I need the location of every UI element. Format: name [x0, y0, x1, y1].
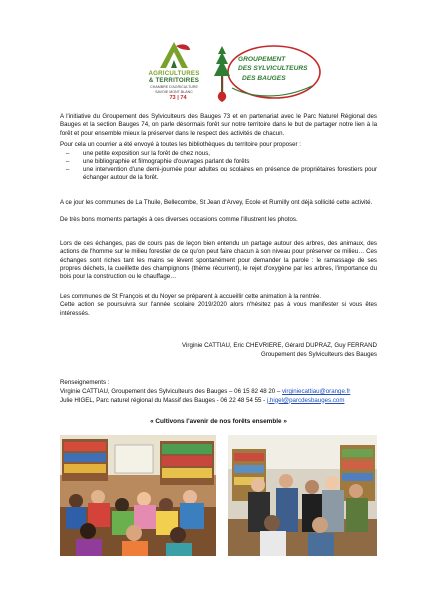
communes-paragraph: A ce jour les communes de La Thuile, Bellecombe, St Jean d'Arvey, Ecole et Rumilly ont déjà sollicité cette activité.: [60, 199, 373, 206]
renseignements-title: Renseignements :: [60, 379, 110, 386]
library-children-photo: [60, 435, 216, 556]
agri-logo-line4: SAVOIE MONT-BLANC: [155, 89, 193, 94]
echanges-paragraph: Lors de ces échanges, pas de cours pas de leçon bien entendu un partage autour des arbres, des animaux, des actions de l'homme sur le milieu forestier de ce qu'on peut faire chacun à son niveau pour préserver ce milieu… Ces échanges sont riches tant les mains se lèvent spontanément pour demander la parole : le ramassage de ses propres déchets, la cueillette des champignons (thème récurrent), le rejet d'oxygène par les arbres, l'importance du bois pour la construction ou le chauffage…: [60, 240, 377, 280]
proposal-text: une bibliographie et filmographie d'ouvrages parlant de forêts: [83, 157, 250, 165]
beaux-moments-paragraph: De très bons moments partagés à ces diverses occasions comme l'illustrent les photos.: [60, 215, 298, 223]
agri-logo-line3: CHAMBRE D'AGRICULTURE: [150, 85, 198, 89]
contact-virginie: [60, 388, 390, 396]
contact-julie: [60, 397, 390, 405]
agri-leaf-icon: [156, 40, 192, 70]
agri-logo-line1: AGRICULTURES: [148, 70, 200, 77]
slogan: « Cultivons l'avenir de nos forêts ensemble »: [150, 418, 287, 425]
signature-org: Groupement des Sylviculteurs des Bauges: [260, 350, 377, 358]
agricultures-territoires-logo: [140, 40, 208, 106]
adults-discussion-photo: [228, 435, 377, 556]
rentree-paragraph: [60, 293, 377, 318]
list-item: – une bibliographie et filmographie d'ouvrages parlant de forêts: [66, 157, 250, 165]
list-item: – une intervention d'une demi-journée pour adultes ou scolaires en présence de propriétaires forestiers pour échanger autour de la forêt.: [66, 166, 377, 182]
sylvi-logo-line3: DES BAUGES: [242, 75, 286, 82]
email-link-julie[interactable]: j.higel@parcdesbauges.com: [266, 396, 345, 404]
poursuite-line: Cette action se poursuivra sur l'année scolaire 2019/2020 alors n'hésitez pas à vous manifester si vous êtes intéressés.: [60, 301, 377, 317]
email-link-virginie[interactable]: virginiecattiau@orange.fr: [281, 388, 351, 395]
st-francois-line: Les communes de St François et du Noyer se préparent à accueillir cette animation à la rentrée.: [60, 293, 322, 300]
sylvi-logo-line1: GROUPEMENT: [238, 56, 286, 63]
proposal-text: une intervention d'une demi-journée pour adultes ou scolaires en présence de propriétaires forestiers pour échanger autour de la forêt.: [83, 166, 377, 182]
proposal-text: une petite exposition sur la forêt de chez nous,: [83, 149, 210, 157]
courrier-paragraph: Pour cela un courrier a été envoyé à toutes les bibliothèques du territoire pour proposer :: [60, 141, 301, 148]
proposals-list: [66, 150, 377, 183]
sylviculteurs-ellipse-icon: [212, 38, 324, 106]
intro-paragraph: A l'initiative du Groupement des Sylviculteurs des Bauges 73 et en partenariat avec le Parc Naturel Régional des Bauges et la section Bauges 74, on parle désormais forêt sur notre territoire dans le but de partager notre lien à la forêt et pour ensemble mieux la préserver dans le respect des activités de chacun.: [60, 113, 377, 137]
signature-names: Virginie CATTIAU, Eric CHEVRIERE, Gérard DUPRAZ, Guy FERRAND: [182, 342, 377, 349]
contact-virginie-text: Virginie CATTIAU, Groupement des Sylviculteurs des Bauges – 06 15 82 48 20 –: [60, 388, 282, 395]
contact-julie-text: Julie HIGEL, Parc naturel régional du Massif des Bauges - 06 22 48 54 55 -: [60, 396, 267, 404]
agri-logo-line2: & TERRITOIRES: [148, 77, 200, 84]
list-item: – une petite exposition sur la forêt de chez nous,: [66, 149, 210, 157]
agri-logo-line5: 73 | 74: [169, 95, 187, 101]
sylviculteurs-logo: [212, 38, 324, 106]
sylvi-logo-line2: DES SYLVICULTEURS: [238, 64, 308, 72]
